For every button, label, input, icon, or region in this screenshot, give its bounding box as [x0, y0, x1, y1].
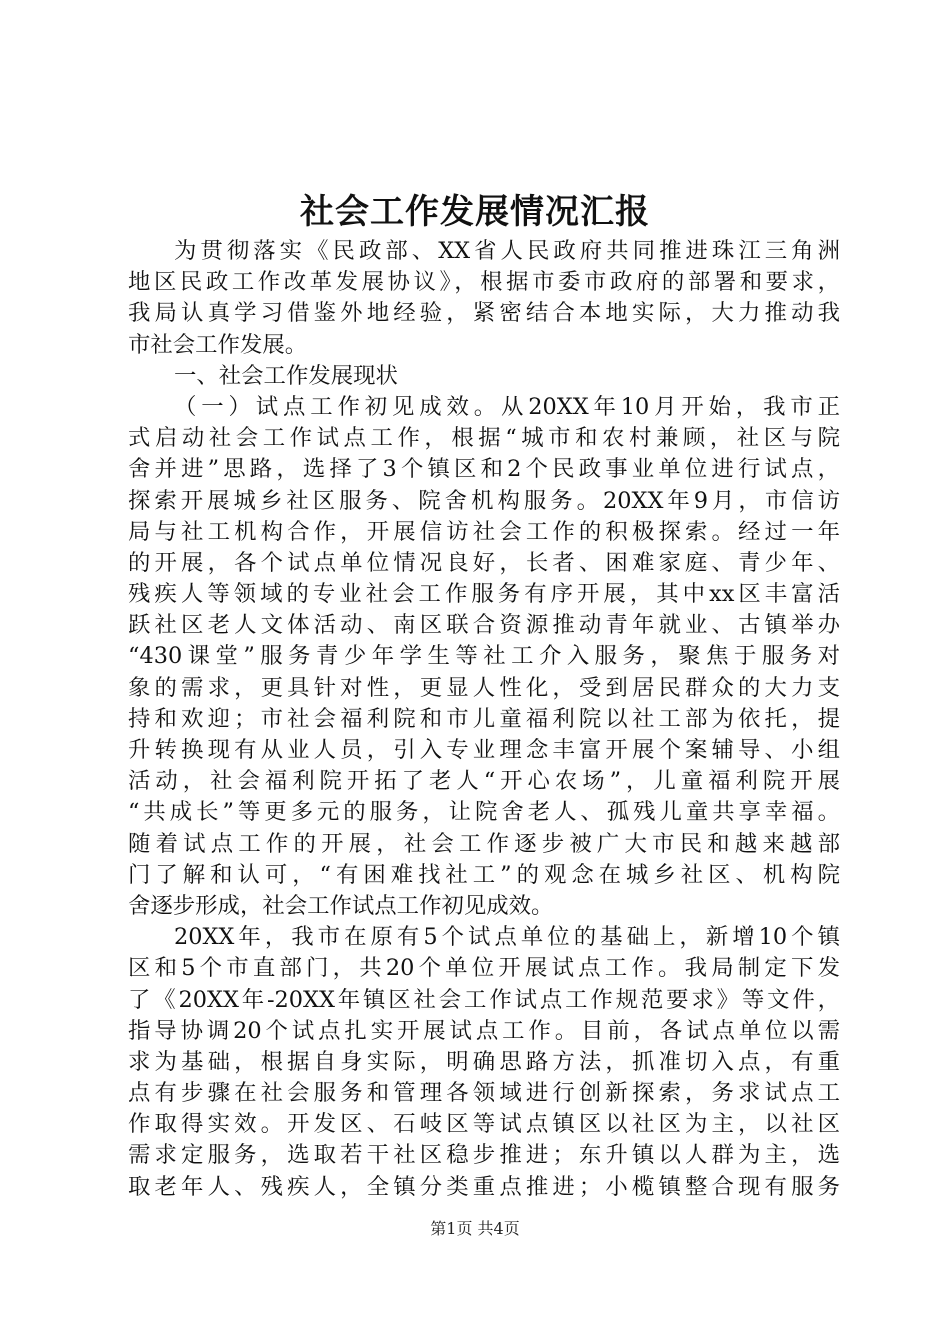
text-line: （一）试点工作初见成效。从20XX年10月开始，我市正	[174, 393, 840, 420]
text-line: 指导协调20个试点扎实开展试点工作。目前，各试点单位以需	[128, 1017, 840, 1044]
text-line: 作取得实效。开发区、石岐区等试点镇区以社区为主，以社区	[128, 1111, 840, 1138]
text-line: 市社会工作发展。	[128, 331, 308, 358]
section-heading: 一、社会工作发展现状	[174, 362, 398, 389]
text-line: 为贯彻落实《民政部、XX省人民政府共同推进珠江三角洲	[174, 238, 840, 264]
text-line: 象的需求，更具针对性，更显人性化，受到居民群众的大力支	[128, 674, 840, 701]
text-line: 地区民政工作改革发展协议》，根据市委市政府的部署和要求，	[128, 269, 840, 296]
text-line: 点有步骤在社会服务和管理各领域进行创新探索，务求试点工	[128, 1080, 840, 1107]
text-line: 式启动社会工作试点工作，根据“城市和农村兼顾，社区与院	[128, 425, 840, 452]
text-line: 持和欢迎；市社会福利院和市儿童福利院以社工部为依托，提	[128, 705, 840, 732]
text-line: 舍逐步形成，社会工作试点工作初见成效。	[128, 892, 554, 919]
text-line: 需求定服务，选取若干社区稳步推进；东升镇以人群为主，选	[128, 1142, 840, 1169]
document-title: 社会工作发展情况汇报	[300, 192, 650, 232]
text-line: 的开展，各个试点单位情况良好，长者、困难家庭、青少年、	[128, 549, 840, 576]
text-line: 了《20XX年-20XX年镇区社会工作试点工作规范要求》等文件，	[128, 986, 840, 1013]
text-line: 取老年人、残疾人，全镇分类重点推进；小榄镇整合现有服务	[128, 1173, 840, 1200]
text-line: 求为基础，根据自身实际，明确思路方法，抓准切入点，有重	[128, 1048, 840, 1075]
text-line: 20XX年，我市在原有5个试点单位的基础上，新增10个镇	[174, 924, 840, 951]
page-number: 第1页 共4页	[430, 1219, 520, 1238]
text-line: 舍并进”思路，选择了3个镇区和2个民政事业单位进行试点，	[128, 456, 840, 483]
text-line: 随着试点工作的开展，社会工作逐步被广大市民和越来越部	[128, 830, 840, 857]
text-line: 活动，社会福利院开拓了老人“开心农场”，儿童福利院开展	[128, 768, 840, 795]
text-line: “共成长”等更多元的服务，让院舍老人、孤残儿童共享幸福。	[128, 799, 840, 826]
text-line: 探索开展城乡社区服务、院舍机构服务。20XX年9月，市信访	[128, 487, 840, 514]
text-line: 跃社区老人文体活动、南区联合资源推动青年就业、古镇举办	[128, 612, 840, 639]
text-line: 残疾人等领域的专业社会工作服务有序开展，其中xx区丰富活	[128, 581, 840, 608]
text-line: “430课堂”服务青少年学生等社工介入服务，聚焦于服务对	[128, 643, 840, 670]
text-line: 我局认真学习借鉴外地经验，紧密结合本地实际，大力推动我	[128, 300, 840, 327]
text-line: 区和5个市直部门，共20个单位开展试点工作。我局制定下发	[128, 955, 840, 982]
text-line: 门了解和认可，“有困难找社工”的观念在城乡社区、机构院	[128, 861, 840, 888]
text-line: 局与社工机构合作，开展信访社会工作的积极探索。经过一年	[128, 518, 840, 545]
text-line: 升转换现有从业人员，引入专业理念丰富开展个案辅导、小组	[128, 737, 840, 763]
document-body	[128, 236, 840, 1203]
